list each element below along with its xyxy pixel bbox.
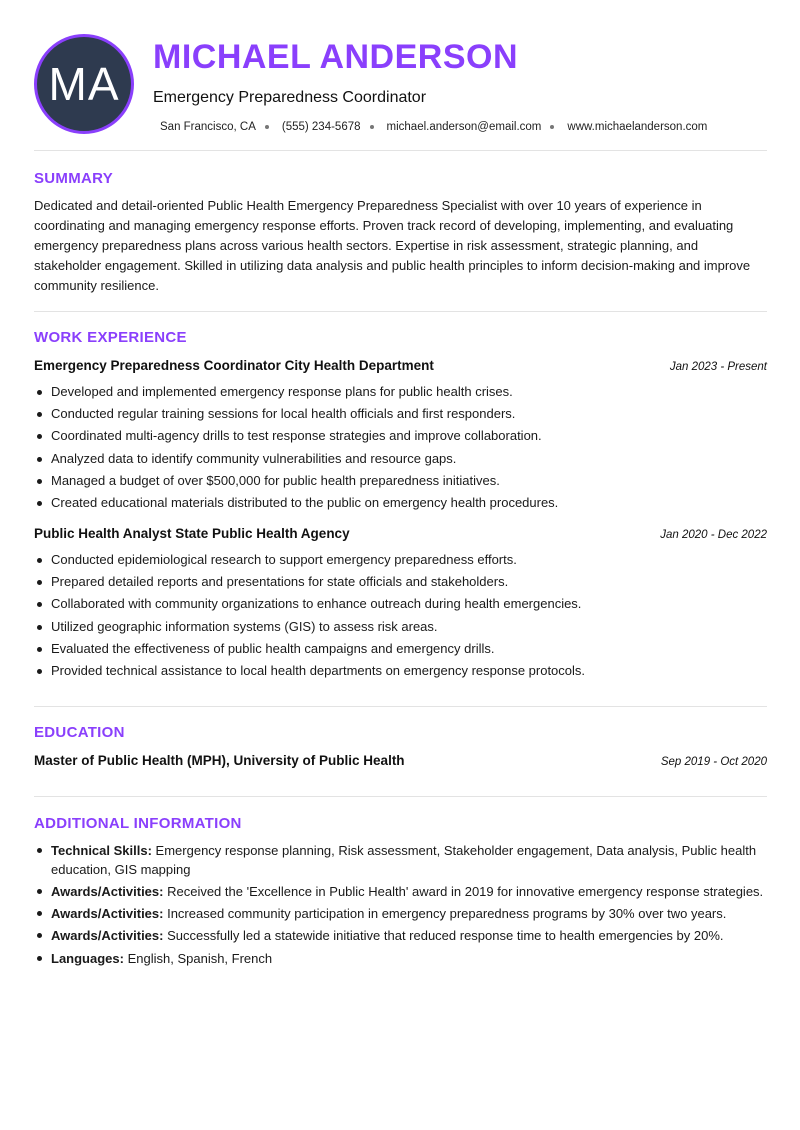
item-text: Received the 'Excellence in Public Health' award in 2019 for innovative emergency response strategies. xyxy=(167,884,764,899)
item-label: Awards/Activities: xyxy=(51,928,164,943)
list-item: Created educational materials distributed to the public on emergency health procedures. xyxy=(34,492,767,514)
job-role: Emergency Preparedness Coordinator City Health Department xyxy=(34,358,434,373)
contact-bar xyxy=(160,121,707,133)
job-bullets xyxy=(34,381,767,514)
summary-text: Dedicated and detail-oriented Public Health Emergency Preparedness Specialist with over 10 years of experience in coordinating and managing emergency response efforts. Proven track record of developing, implementing, and evaluating emergency preparedness plans across various health sectors. Expertise in risk assessment, strategic planning, and stakeholder engagement. Skilled in utilizing data analysis and public health principles to inform decision-making and improve community resilience. xyxy=(34,198,751,293)
list-item: Coordinated multi-agency drills to test response strategies and improve collaboration. xyxy=(34,425,767,447)
contact-phone: (555) 234-5678 xyxy=(281,121,361,133)
list-item: Provided technical assistance to local health departments on emergency response protocols. xyxy=(34,660,767,682)
job-dates: Jan 2020 - Dec 2022 xyxy=(660,529,767,541)
item-label: Languages: xyxy=(51,951,124,966)
list-item: Collaborated with community organizations to enhance outreach during health emergencies. xyxy=(34,593,767,615)
summary-heading: SUMMARY xyxy=(34,170,114,187)
contact-location: San Francisco, CA xyxy=(160,121,256,133)
job-dates: Jan 2023 - Present xyxy=(669,361,767,373)
list-item: Prepared detailed reports and presentations for state officials and stakeholders. xyxy=(34,571,767,593)
job-bullets xyxy=(34,549,767,682)
avatar xyxy=(34,34,134,134)
contact-website[interactable]: www.michaelanderson.com xyxy=(567,121,708,133)
divider xyxy=(34,796,767,797)
divider xyxy=(34,150,767,151)
list-item: Conducted regular training sessions for local health officials and first responders. xyxy=(34,403,767,425)
divider xyxy=(34,311,767,312)
candidate-name: MICHAEL ANDERSON xyxy=(153,38,519,76)
item-text: English, Spanish, French xyxy=(127,951,273,966)
list-item: Managed a budget of over $500,000 for public health preparedness initiatives. xyxy=(34,470,767,492)
job-header xyxy=(34,358,767,373)
contact-separator xyxy=(370,125,374,129)
item-text: Successfully led a statewide initiative that reduced response time to health emergencies by 20%. xyxy=(167,928,724,943)
item-label: Awards/Activities: xyxy=(51,884,164,899)
list-item: Evaluated the effectiveness of public health campaigns and emergency drills. xyxy=(34,638,767,660)
education-heading: EDUCATION xyxy=(34,724,125,741)
avatar-initials: MA xyxy=(48,58,120,110)
additional-list xyxy=(34,841,767,971)
experience-heading: WORK EXPERIENCE xyxy=(34,329,187,346)
candidate-title: Emergency Preparedness Coordinator xyxy=(153,89,427,106)
item-label: Awards/Activities: xyxy=(51,906,164,921)
list-item xyxy=(34,882,767,901)
item-text: Increased community participation in emergency preparedness programs by 30% over two years. xyxy=(167,906,727,921)
list-item: Developed and implemented emergency response plans for public health crises. xyxy=(34,381,767,403)
item-label: Technical Skills: xyxy=(51,843,152,858)
list-item: Analyzed data to identify community vulnerabilities and resource gaps. xyxy=(34,448,767,470)
job-header xyxy=(34,526,767,541)
additional-heading: ADDITIONAL INFORMATION xyxy=(34,815,242,832)
list-item xyxy=(34,949,767,968)
education-dates: Sep 2019 - Oct 2020 xyxy=(660,756,767,768)
list-item xyxy=(34,926,767,945)
divider xyxy=(34,706,767,707)
contact-email[interactable]: michael.anderson@email.com xyxy=(386,121,542,133)
education-degree: Master of Public Health (MPH), University of Public Health xyxy=(34,753,405,768)
list-item xyxy=(34,904,767,923)
list-item: Conducted epidemiological research to support emergency preparedness efforts. xyxy=(34,549,767,571)
list-item: Utilized geographic information systems (GIS) to assess risk areas. xyxy=(34,616,767,638)
item-text: Emergency response planning, Risk assessment, Stakeholder engagement, Data analysis, Public health education, GIS mapping xyxy=(51,843,757,877)
contact-separator xyxy=(550,125,554,129)
contact-separator xyxy=(265,125,269,129)
job-role: Public Health Analyst State Public Health Agency xyxy=(34,526,350,541)
education-entry xyxy=(34,753,767,768)
list-item xyxy=(34,841,767,879)
